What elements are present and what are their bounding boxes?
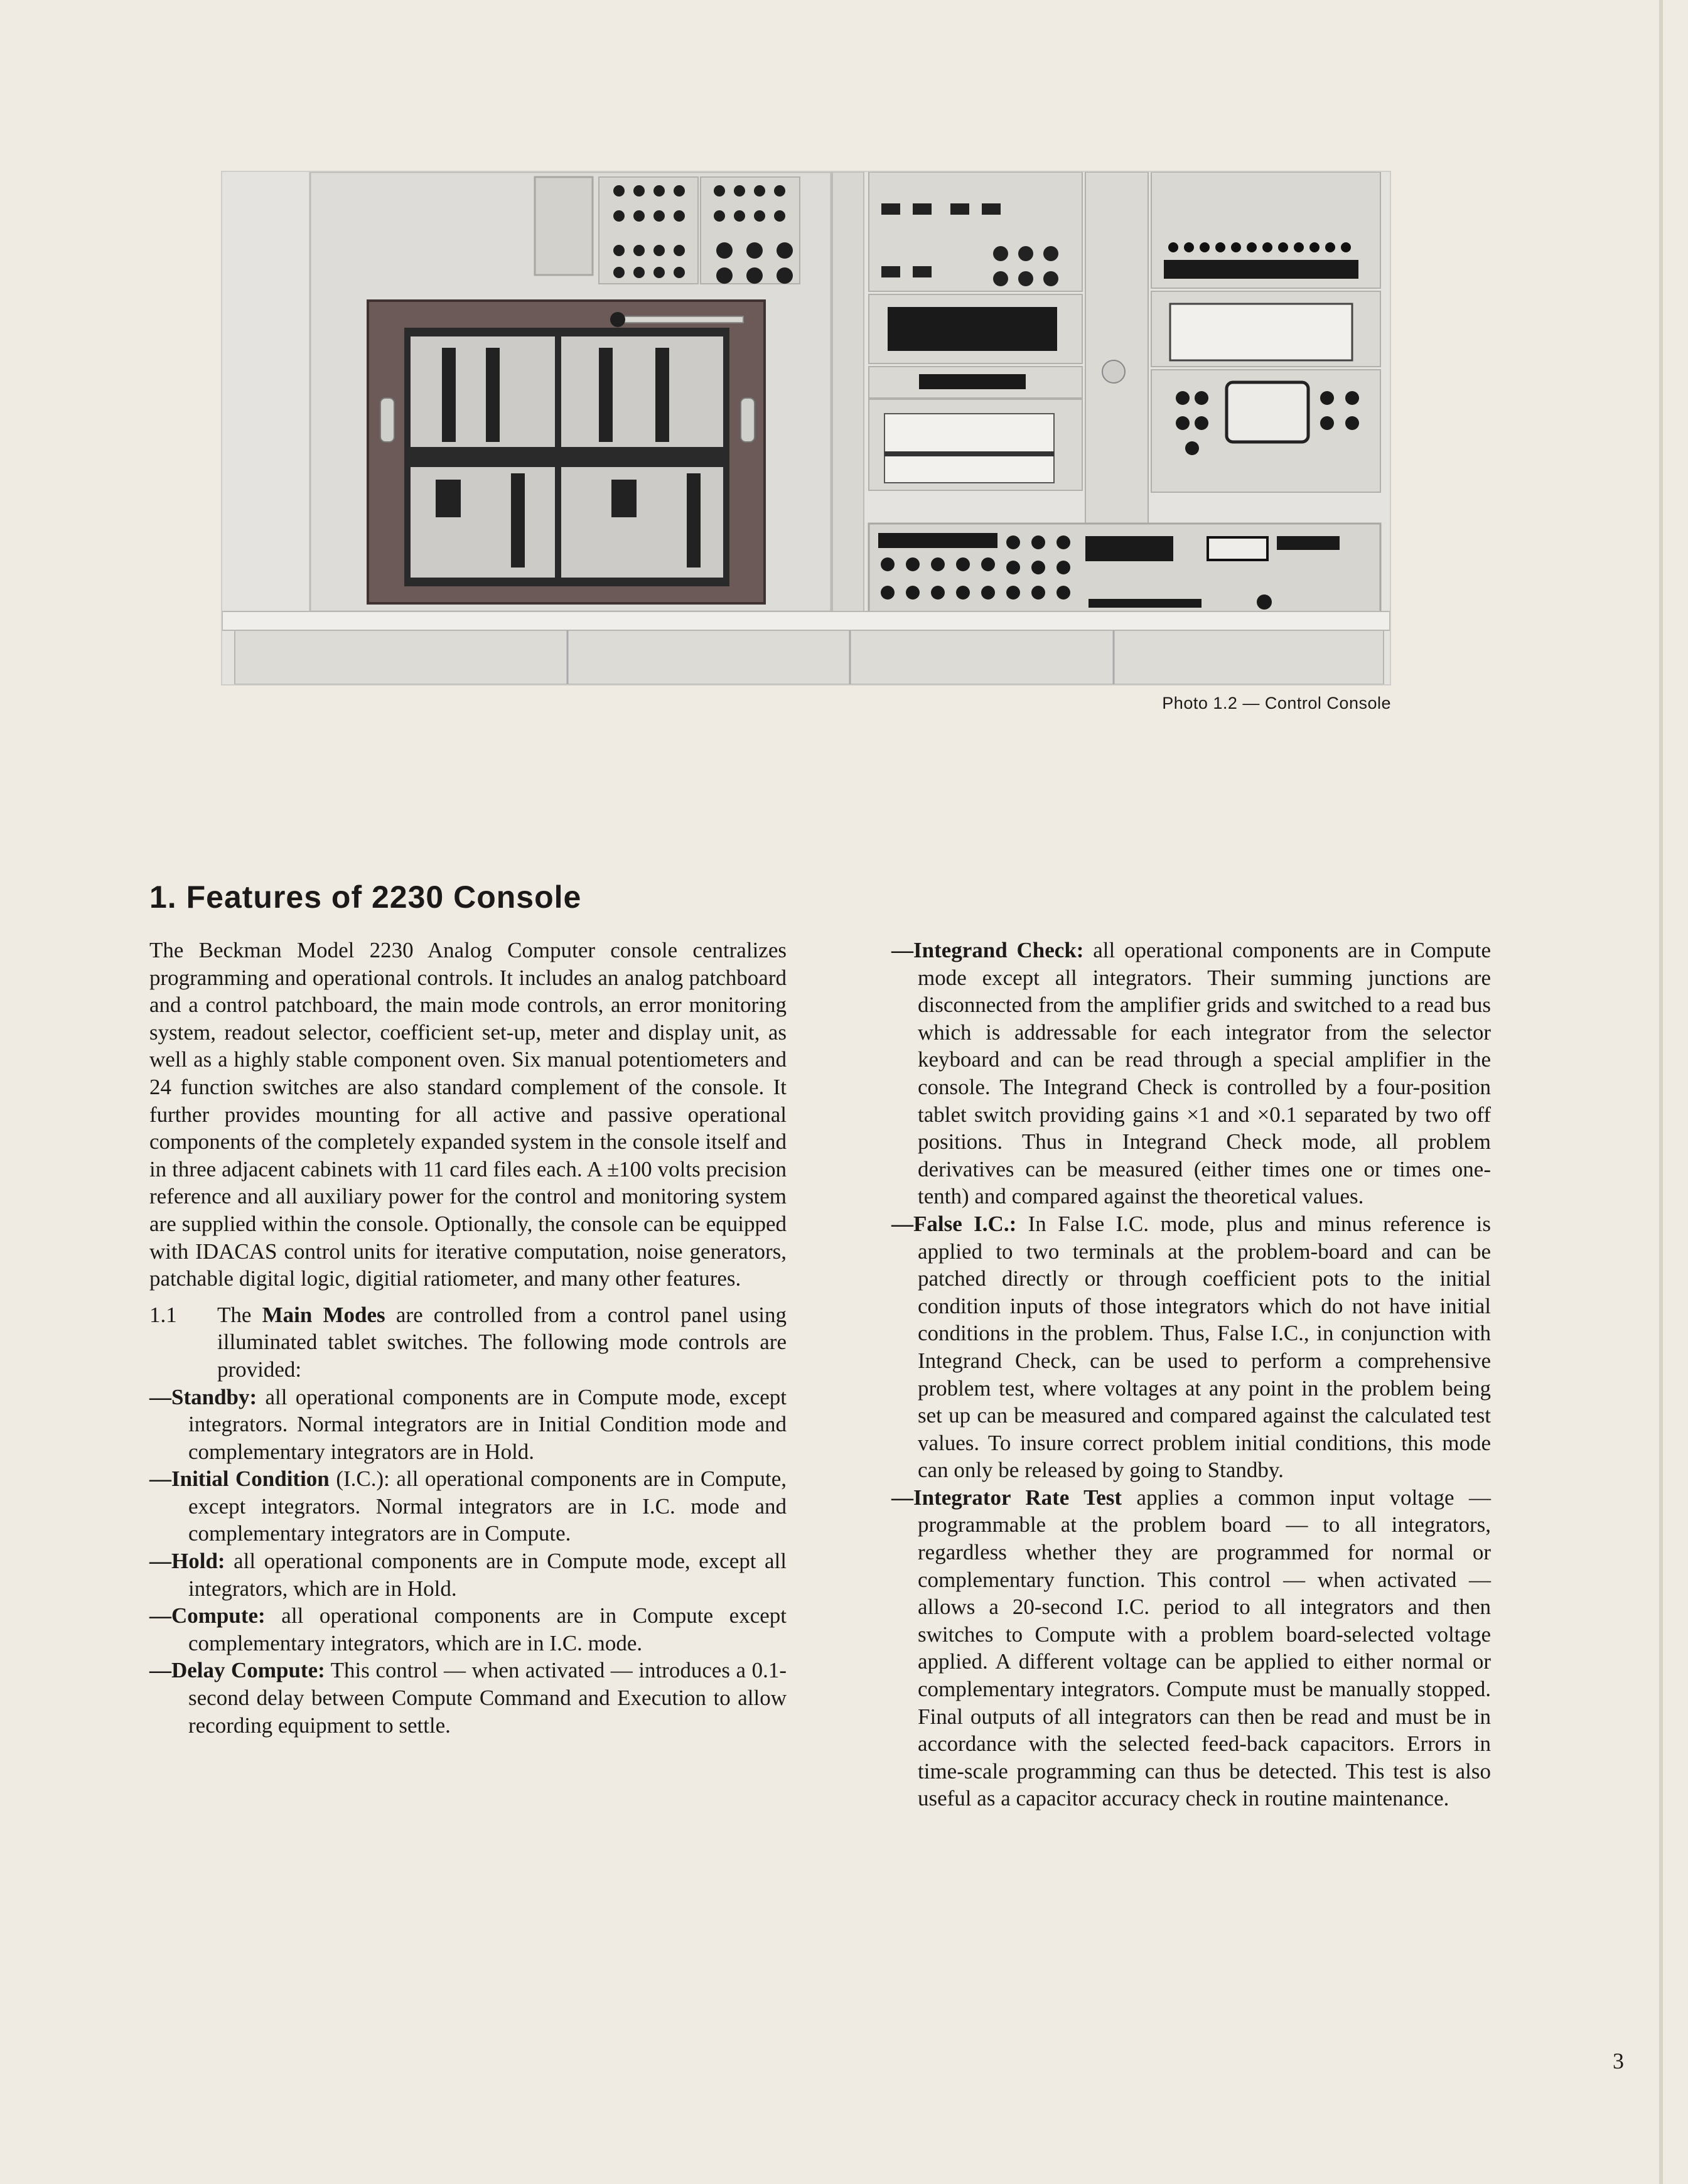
section-heading: 1. Features of 2230 Console: [149, 880, 582, 915]
mode-term: —Hold:: [149, 1549, 225, 1574]
list-item-main-modes: [149, 1301, 787, 1384]
mode-term: —Integrand Check:: [891, 938, 1084, 962]
mode-text: In False I.C. mode, plus and minus reference is applied to two terminals at the problem-board and can be patched directly or through coefficient pots to the initial condition inputs of those integrators which do not have initial conditions in the problem. Thus, False I.C., in conjunction with Integrand Check, can be used to perform a comprehensive problem test, where voltages at any point in the problem being set up can be measured and compared against the calculated test values. To insure correct problem initial conditions, this mode can only be released by going to Standby.: [918, 1211, 1491, 1483]
mode-term: —Compute:: [149, 1603, 266, 1628]
mode-text: all operational components are in Compute mode, except all integrators, which are in Hold.: [188, 1549, 787, 1601]
mode-list-left: [149, 1384, 787, 1740]
mode-text: This control — when activated — introduces a 0.1-second delay between Compute Command and Execution to allow recording equipment to settle.: [188, 1658, 787, 1738]
item-number: 1.1: [149, 1302, 177, 1327]
mode-integrator-rate-test: [891, 1484, 1491, 1812]
mode-text: all operational components are in Compute mode, except integrators. Normal integrators are in Initial Condition mode and complementary integrators are in Hold.: [188, 1384, 787, 1464]
left-column: [149, 937, 787, 1739]
mode-compute: [149, 1602, 787, 1657]
mode-text: applies a common input voltage — programmable at the problem board — to all integrators, regardless whether they are programmed for normal or complementary function. This control — when activated — allows a 20-second I.C. period to all integrators and then switches to Compute with a problem board-selected voltage applied. A different voltage can be applied to either normal or complementary integrators. Compute must be manually stopped. Final outputs of all integrators can then be read and must be in accordance with the selected feed-back capacitors. Errors in time-scale programming can thus be detected. This test is also useful as a capacitor accuracy check in routine maintenance.: [918, 1485, 1491, 1811]
mode-term: —Integrator Rate Test: [891, 1485, 1122, 1510]
mode-initial-condition: [149, 1465, 787, 1547]
mode-integrand-check: [891, 937, 1491, 1210]
mode-text: all operational components are in Compute mode except all integrators. Their summing junctions are disconnected from the amplifier grids and switched to a read bus which is addressable for each integrator from the selector keyboard and can be read through a special amplifier in the console. The Integrand Check is controlled by a four-position tablet switch providing gains ×1 and ×0.1 separated by two off positions. Thus in Integrand Check mode, all problem derivatives can be measured (either times one or times one-tenth) and compared against the theoretical values.: [918, 938, 1491, 1209]
mode-term: —Delay Compute:: [149, 1658, 325, 1683]
item-text-pre: The: [217, 1302, 262, 1327]
mode-text: all operational components are in Compute except complementary integrators, which are in I.C. mode.: [188, 1603, 787, 1655]
photo-caption: Photo 1.2 — Control Console: [1162, 694, 1391, 713]
mode-term: —Initial Condition: [149, 1466, 330, 1492]
intro-paragraph: The Beckman Model 2230 Analog Computer console centralizes programming and operational controls. It includes an analog patchboard and a control patchboard, the main mode controls, an error monitoring system, readout selector, coefficient set-up, meter and display unit, as well as a highly stable component oven. Six manual potentiometers and 24 function switches are also standard complement of the console. It further provides mounting for all active and passive operational components of the completely expanded system in the console itself and in three adjacent cabinets with 11 card files each. A ±100 volts precision reference and all auxiliary power for the control and monitoring system are supplied within the console. Optionally, the console can be equipped with IDACAS control units for iterative computation, noise generators, patchable digital logic, digitial ratiometer, and many other features.: [149, 938, 787, 1291]
item-term: Main Modes: [262, 1302, 385, 1327]
mode-text: (I.C.): all operational components are in Compute, except integrators. Normal integrators are in I.C. mode and complementary integrators are in Compute.: [188, 1466, 787, 1546]
mode-false-ic: [891, 1210, 1491, 1484]
mode-standby: [149, 1384, 787, 1466]
item-text-post: are controlled from a control panel using illuminated tablet switches. The following mode controls are provided:: [217, 1302, 787, 1382]
mode-term: —Standby:: [149, 1384, 257, 1409]
control-console-photo: [221, 171, 1391, 686]
mode-delay-compute: [149, 1657, 787, 1739]
page-number: 3: [1613, 2048, 1624, 2074]
page-edge: [1659, 0, 1663, 2184]
item-body: [217, 1301, 787, 1384]
right-column: [891, 937, 1491, 1812]
mode-hold: [149, 1547, 787, 1602]
mode-term: —False I.C.:: [891, 1211, 1017, 1236]
